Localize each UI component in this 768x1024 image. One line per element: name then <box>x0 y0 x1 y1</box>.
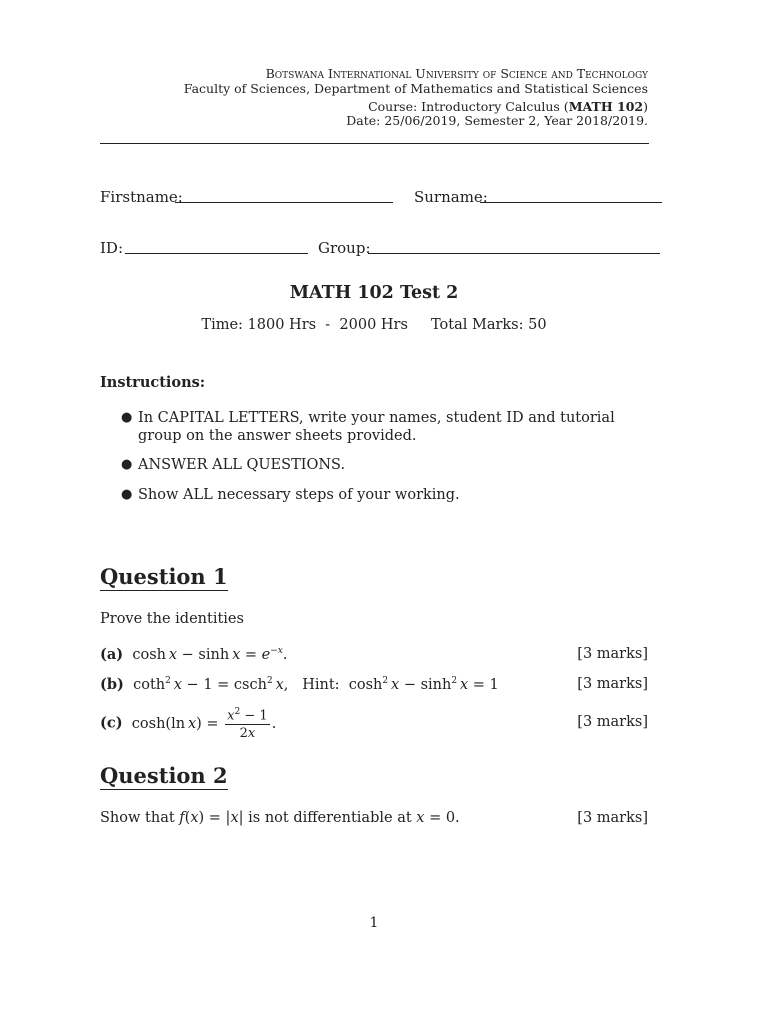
group-line[interactable] <box>368 253 660 254</box>
question-1b-marks: [3 marks] <box>577 676 648 692</box>
course-suffix: ) <box>643 99 648 114</box>
part-tag: (b) <box>100 676 124 693</box>
formula-a: $\cosh x - \sinh x = e^{-x}$. <box>132 646 288 663</box>
course-code: MATH 102 <box>568 99 644 114</box>
id-line[interactable] <box>125 253 308 254</box>
part-tag: (c) <box>100 714 123 732</box>
question-1-heading: Question 1 <box>100 564 228 589</box>
hint-label: Hint: <box>302 677 340 693</box>
firstname-label: Firstname: <box>100 188 183 206</box>
header-rule <box>100 143 649 144</box>
instruction-item: In CAPITAL LETTERS, write your names, student ID and tutorial group on the answer sheets provided. <box>138 410 615 444</box>
part-tag: (a) <box>100 646 124 663</box>
course-line <box>368 99 648 114</box>
firstname-line[interactable] <box>175 202 393 203</box>
question-2-text <box>100 810 460 826</box>
hint-formula: $\cosh^2 x - \sinh^2 x = 1$ <box>348 676 499 693</box>
course-prefix: Course: Introductory Calculus ( <box>368 99 569 114</box>
time-marks-line: Time: 1800 Hrs - 2000 Hrs Total Marks: 50 <box>201 317 547 333</box>
surname-label: Surname: <box>414 188 488 206</box>
formula-q2b: x = 0. <box>416 810 460 826</box>
question-1c <box>100 704 276 743</box>
bullet-icon: ● <box>121 487 133 502</box>
formula-b: coth$^2$ x − 1 = csch$^2$ x, <box>133 676 289 693</box>
question-1-intro: Prove the identities <box>100 611 244 627</box>
group-label: Group: <box>318 239 371 257</box>
question-2-prefix: Show that <box>100 810 175 826</box>
question-1a <box>100 646 287 663</box>
date-line: Date: 25/06/2019, Semester 2, Year 2018/2019. <box>346 113 648 128</box>
university-name: Botswana International University of Science and Technology <box>265 66 648 81</box>
faculty-name: Faculty of Sciences, Department of Mathematics and Statistical Sciences <box>183 81 648 96</box>
question-2-heading: Question 2 <box>100 763 228 788</box>
instructions-heading: Instructions: <box>100 374 206 391</box>
bullet-icon: ● <box>121 457 133 472</box>
instruction-item: Show ALL necessary steps of your working. <box>138 487 460 503</box>
formula-q2: f(x) = |x| <box>179 810 244 826</box>
question-1b <box>100 676 499 693</box>
bullet-icon: ● <box>121 410 133 425</box>
question-2-mid: is not differentiable at <box>248 810 412 826</box>
formula-c: cosh(ln x) = $\frac{x^2 - 1}{2x}$ . <box>132 716 277 732</box>
page-number: 1 <box>369 915 379 931</box>
question-2-marks: [3 marks] <box>577 810 648 826</box>
surname-line[interactable] <box>480 202 662 203</box>
id-label: ID: <box>100 239 124 257</box>
instruction-item: ANSWER ALL QUESTIONS. <box>138 457 346 473</box>
fraction: $\frac{x^2 - 1}{2x}$ <box>225 704 270 743</box>
question-1a-marks: [3 marks] <box>577 646 648 662</box>
question-1c-marks: [3 marks] <box>577 714 648 730</box>
test-title: MATH 102 Test 2 <box>289 283 459 303</box>
